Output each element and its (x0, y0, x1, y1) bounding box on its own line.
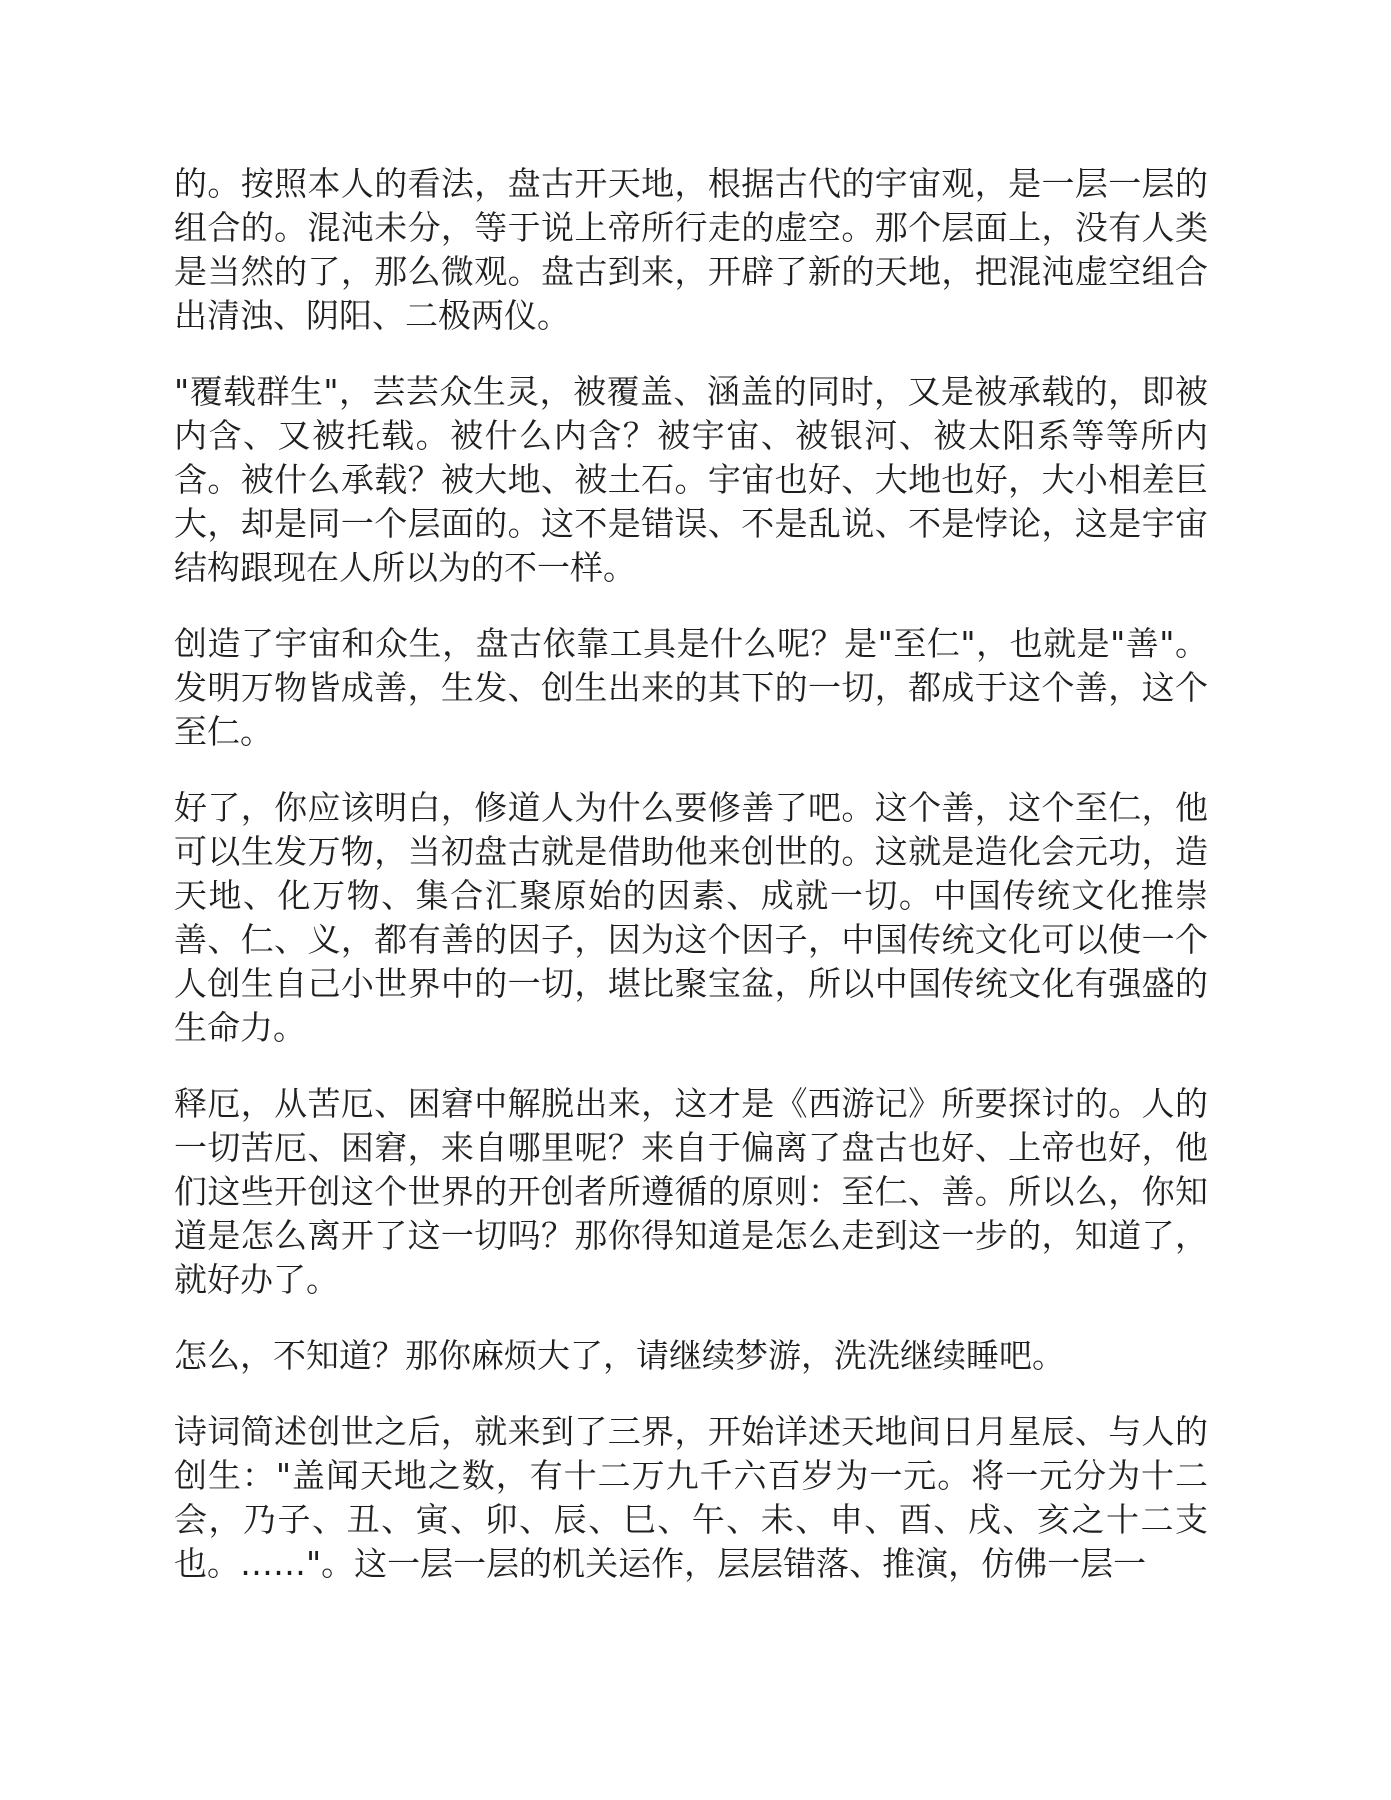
paragraph-5: 释厄，从苦厄、困窘中解脱出来，这才是《西游记》所要探讨的。人的一切苦厄、困窘，来自哪里呢？来自于偏离了盘古也好、上帝也好，他们这些开创这个世界的开创者所遵循的原则：至仁、善。所以么，你知道是怎么离开了这一切吗？那你得知道是怎么走到这一步的，知道了，就好办了。 (174, 1084, 1208, 1299)
paragraph-3: 创造了宇宙和众生，盘古依靠工具是什么呢？是"至仁"，也就是"善"。发明万物皆成善，生发、创生出来的其下的一切，都成于这个善，这个至仁。 (174, 624, 1208, 751)
paragraph-4: 好了，你应该明白，修道人为什么要修善了吧。这个善，这个至仁，他可以生发万物，当初盘古就是借助他来创世的。这就是造化会元功，造天地、化万物、集合汇聚原始的因素、成就一切。中国传统文化推崇善、仁、义，都有善的因子，因为这个因子，中国传统文化可以使一个人创生自己小世界中的一切，堪比聚宝盆，所以中国传统文化有强盛的生命力。 (174, 788, 1208, 1047)
paragraph-1: 的。按照本人的看法，盘古开天地，根据古代的宇宙观，是一层一层的组合的。混沌未分，等于说上帝所行走的虚空。那个层面上，没有人类是当然的了，那么微观。盘古到来，开辟了新的天地，把混沌虚空组合出清浊、阴阳、二极两仪。 (174, 164, 1208, 335)
paragraph-2: "覆载群生"，芸芸众生灵，被覆盖、涵盖的同时，又是被承载的，即被内含、又被托载。被什么内含？被宇宙、被银河、被太阳系等等所内含。被什么承载？被大地、被土石。宇宙也好、大地也好，大小相差巨大，却是同一个层面的。这不是错误、不是乱说、不是悖论，这是宇宙结构跟现在人所以为的不一样。 (174, 372, 1208, 587)
paragraph-6: 怎么，不知道？那你麻烦大了，请继续梦游，洗洗继续睡吧。 (174, 1336, 1065, 1375)
document-body (174, 162, 1208, 1586)
paragraph-7: 诗词简述创世之后，就来到了三界，开始详述天地间日月星辰、与人的创生："盖闻天地之数，有十二万九千六百岁为一元。将一元分为十二会，乃子、丑、寅、卯、辰、巳、午、未、申、酉、戌、亥之十二支也。……"。这一层一层的机关运作，层层错落、推演，仿佛一层一 (174, 1412, 1208, 1583)
